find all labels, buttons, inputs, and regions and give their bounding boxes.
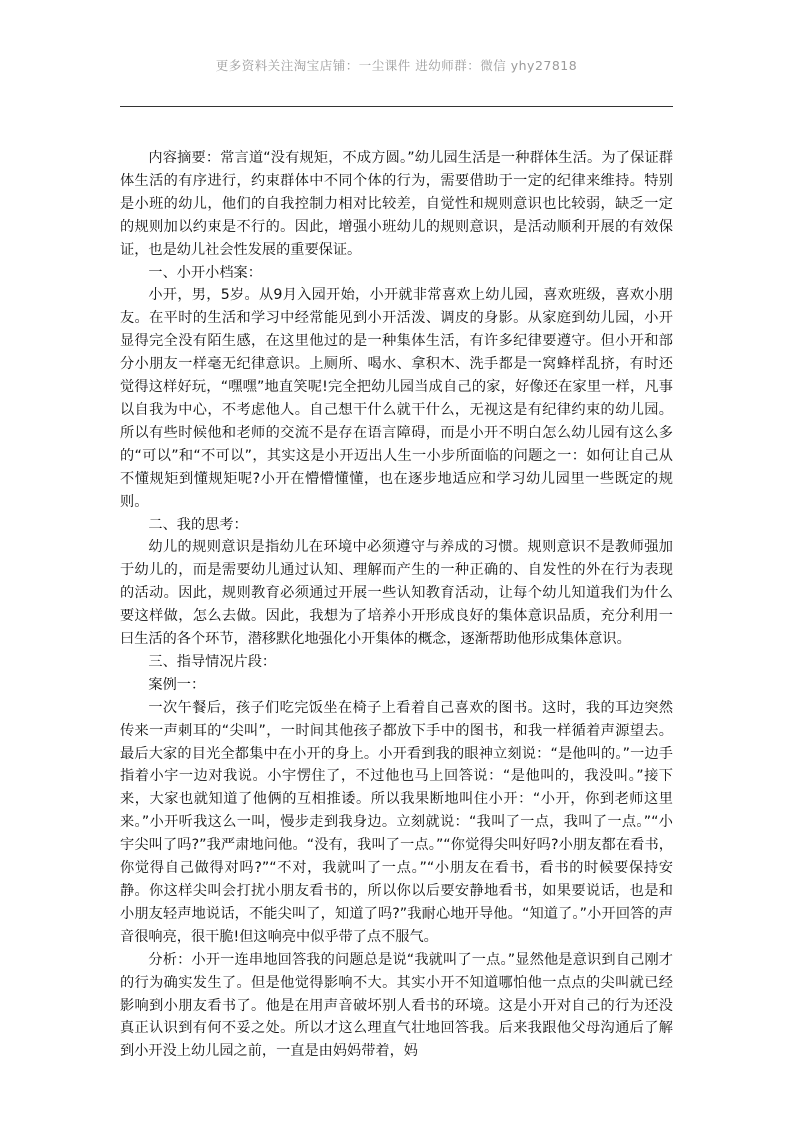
- section-heading-profile: 一、小开小档案：: [148, 264, 262, 281]
- section-heading-thinking: 二、我的思考：: [148, 516, 248, 533]
- document-body: [120, 147, 673, 1063]
- case-heading: 案例一：: [148, 676, 206, 693]
- analysis-paragraph: 分析：小开一连串地回答我的问题总是说“我就叫了一点。”显然他是意识到自己刚才的行为确实发生了。但是他觉得影响不大。其实小开不知道哪怕他一点点的尖叫就已经影响到小朋友看书了。他是在用声音破坏别人看书的环境。这是小开对自己的行为还没真正认识到有何不妥之处。所以才这么理直气壮地回答我。后来我跟他父母沟通后了解到小开没上幼儿园之前，一直是由妈妈带着，妈: [120, 951, 673, 1060]
- profile-paragraph: 小开，男，5岁。从9月入园开始，小开就非常喜欢上幼儿园，喜欢班级，喜欢小朋友。在平时的生活和学习中经常能见到小开活泼、调皮的身影。从家庭到幼儿园，小开显得完全没有陌生感，在这里他过的是一种集体生活，有许多纪律要遵守。但小开和部分小朋友一样毫无纪律意识。上厕所、喝水、拿积木、洗手都是一窝蜂样乱挤，有时还觉得这样好玩，“嘿嘿”地直笑呢!完全把幼儿园当成自己的家，好像还在家里一样，凡事以自我为中心，不考虑他人。自己想干什么就干什么，无视这是有纪律约束的幼儿园。所以有些时候他和老师的交流不是存在语言障碍，而是小开不明白怎么幼儿园有这么多的“可以”和“不可以”，其实这是小开迈出人生一小步所面临的问题之一：如何让自己从不懂规矩到懂规矩呢?小开在懵懵懂懂，也在逐步地适应和学习幼儿园里一些既定的规则。: [120, 287, 673, 510]
- thinking-paragraph: 幼儿的规则意识是指幼儿在环境中必须遵守与养成的习惯。规则意识不是教师强加于幼儿的，而是需要幼儿通过认知、理解而产生的一种正确的、自发性的外在行为表现的活动。因此，规则教育必须通过开展一些认知教育活动，让每个幼儿知道我们为什么要这样做，怎么去做。因此，我想为了培养小开形成良好的集体意识品质，充分利用一曰生活的各个环节，潜移默化地强化小开集体的概念，逐渐帮助他形成集体意识。: [120, 539, 673, 648]
- abstract-paragraph: 内容摘要：常言道“没有规矩，不成方圆。”幼儿园生活是一种群体生活。为了保证群体生活的有序进行，约束群体中不同个体的行为，需要借助于一定的纪律来维持。特别是小班的幼儿，他们的自我控制力相对比较差，自觉性和规则意识也比较弱，缺乏一定的规则加以约束是不行的。因此，增强小班幼儿的规则意识，是活动顺利开展的有效保证，也是幼儿社会性发展的重要保证。: [120, 150, 673, 258]
- section-heading-guidance: 三、指导情况片段：: [148, 653, 277, 670]
- page-header: 更多资料关注淘宝店铺：一尘课件 进幼师群：微信 yhy27818: [215, 58, 578, 73]
- case-paragraph: 一次午餐后，孩子们吃完饭坐在椅子上看着自己喜欢的图书。这时，我的耳边突然传来一声刺耳的“尖叫”，一时间其他孩子都放下手中的图书，和我一样循着声源望去。最后大家的目光全都集中在小开的身上。小开看到我的眼神立刻说：“是他叫的。”一边手指着小宇一边对我说。小宇愣住了，不过他也马上回答说：“是他叫的，我没叫。”接下来，大家也就知道了他俩的互相推诿。所以我果断地叫住小开：“小开，你到老师这里来。”小开听我这么一叫，慢步走到我身边。立刻就说：“我叫了一点，我叫了一点。”“小宇尖叫了吗?”我严肃地问他。“没有，我叫了一点。”“你觉得尖叫好吗?小朋友都在看书，你觉得自己做得对吗?”“不对，我就叫了一点。”“小朋友在看书，看书的时候要保持安静。你这样尖叫会打扰小朋友看书的，所以你以后要安静地看书，如果要说话，也是和小朋友轻声地说话，不能尖叫了，知道了吗?”我耐心地开导他。“知道了。”小开回答的声音很响亮，很干脆!但这响亮中似乎带了点不服气。: [120, 699, 673, 945]
- header-divider: [120, 106, 673, 107]
